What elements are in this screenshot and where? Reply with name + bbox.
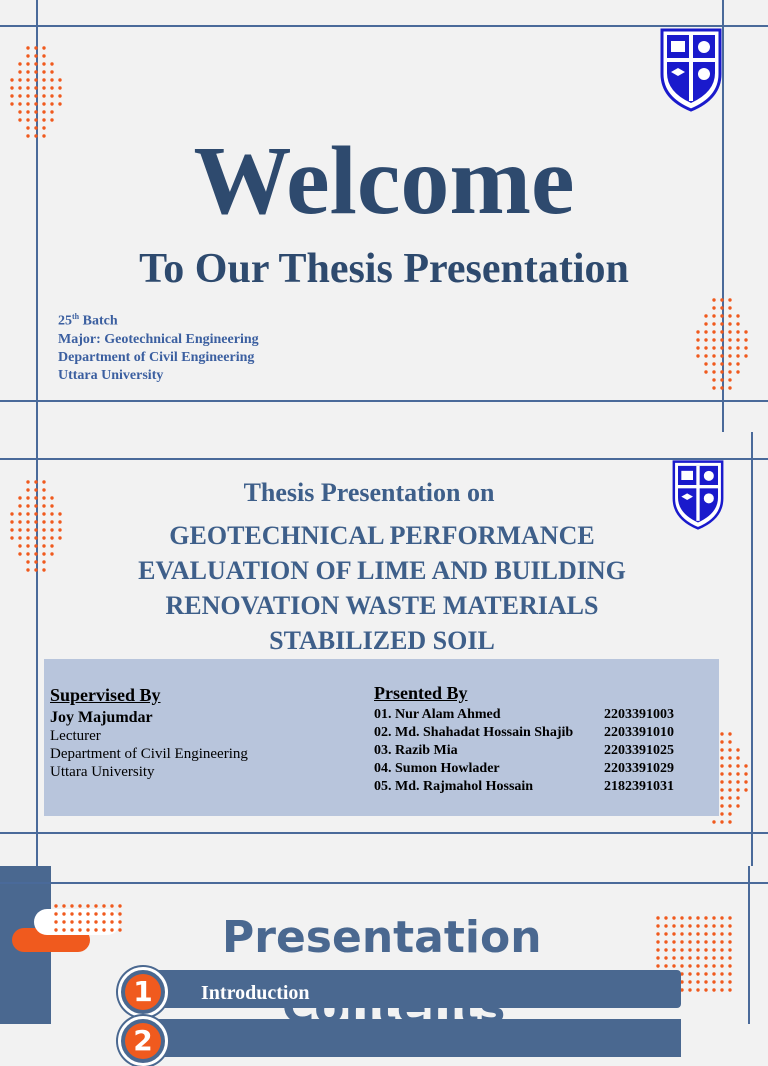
slide-contents: [0, 866, 768, 1057]
supervisor-role: Lecturer: [50, 728, 101, 744]
dot-pattern-left: [8, 44, 68, 138]
right-rule: [748, 866, 750, 1024]
slide-title: [0, 432, 768, 866]
list-item: 05. Md. Rajmahol Hossain 2182391031: [374, 779, 674, 794]
slide-welcome: [0, 0, 768, 432]
contents-item-number-badge: 2: [118, 1016, 168, 1066]
supervised-by-heading: Supervised By: [50, 685, 161, 705]
supervisor-department: Department of Civil Engineering: [50, 746, 248, 762]
thesis-title: GEOTECHNICAL PERFORMANCE EVALUATION OF LIME AND BUILDING RENOVATION WASTE MATERIALS STABILIZED SOIL: [138, 521, 626, 655]
supervisor-details: [50, 727, 248, 781]
supervisor-university: Uttara University: [50, 764, 155, 780]
list-item: 02. Md. Shahadat Hossain Shajib 2203391010: [374, 725, 674, 740]
thesis-presentation-heading: Thesis Presentation on: [243, 478, 495, 507]
presenter-list: [374, 707, 684, 797]
dot-pattern-right: [694, 296, 754, 390]
supervisor-name: Joy Majumdar: [50, 709, 153, 726]
university-shield-logo: [660, 28, 722, 112]
list-item: 01. Nur Alam Ahmed 2203391003: [374, 707, 674, 722]
welcome-heading: Welcome: [193, 127, 575, 235]
presentation-subtitle: To Our Thesis Presentation: [139, 246, 629, 292]
contents-item-label: Introduction: [201, 982, 310, 1004]
department-line: Department of Civil Engineering: [58, 349, 255, 365]
list-item: 03. Razib Mia 2203391025: [374, 743, 674, 758]
contents-title: Presentation: [222, 912, 542, 963]
university-line: Uttara University: [58, 367, 164, 383]
list-item: 04. Sumon Howlader 2203391029: [374, 761, 674, 776]
bottom-rule: [0, 400, 768, 402]
dot-pattern-pill: [52, 902, 122, 942]
bottom-rule: [0, 832, 768, 834]
top-rule: [0, 882, 768, 884]
contents-item-2[interactable]: [150, 1019, 681, 1057]
top-rule: [0, 25, 768, 27]
batch-line: 25th Batch: [58, 312, 118, 329]
contents-item-number-badge: 1: [118, 967, 168, 1017]
batch-info: [58, 308, 259, 385]
top-rule: [0, 458, 768, 460]
presented-by-heading: Prsented By: [374, 683, 468, 703]
major-line: Major: Geotechnical Engineering: [58, 331, 259, 347]
